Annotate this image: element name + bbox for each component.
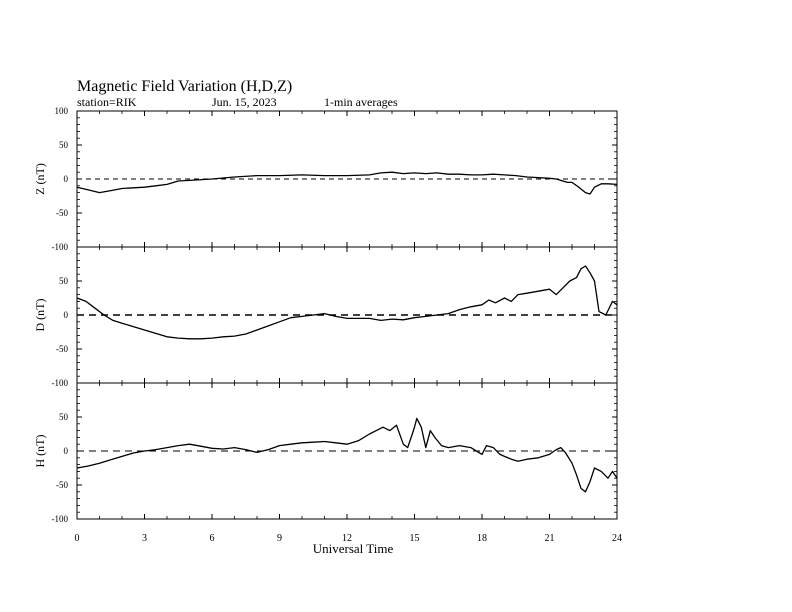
y-tick-label: 100 xyxy=(54,106,68,116)
panel-z xyxy=(33,106,617,252)
y-tick-label: -50 xyxy=(56,344,68,354)
x-tick-label: 12 xyxy=(342,533,352,544)
y-tick-label: 50 xyxy=(59,276,68,286)
y-tick-label: -50 xyxy=(56,208,68,218)
x-tick-label: 9 xyxy=(277,533,282,544)
x-tick-label: 0 xyxy=(74,533,80,544)
y-tick-label: 0 xyxy=(63,446,68,456)
date-label: Jun. 15, 2023 xyxy=(212,95,277,109)
y-tick-label: -50 xyxy=(56,480,68,490)
x-tick-label: 21 xyxy=(544,533,555,544)
y-axis-label: H (nT) xyxy=(33,434,47,468)
x-tick-label: 24 xyxy=(612,533,622,544)
y-tick-label: 0 xyxy=(63,310,68,320)
x-tick-label: 6 xyxy=(209,533,215,544)
y-axis-label: Z (nT) xyxy=(33,163,47,195)
chart-title: Magnetic Field Variation (H,D,Z) xyxy=(77,78,293,95)
series-line-d xyxy=(77,266,617,339)
series-line-z xyxy=(77,172,617,194)
x-tick-label: 15 xyxy=(409,533,420,544)
panels-group xyxy=(33,106,617,524)
y-tick-label: 0 xyxy=(63,174,68,184)
panel-h xyxy=(33,383,617,524)
y-tick-label: 50 xyxy=(59,140,68,150)
y-tick-label: -100 xyxy=(51,242,68,252)
station-label: station=RIK xyxy=(77,95,137,109)
x-axis-label: Universal Time xyxy=(312,541,394,556)
x-tick-label: 18 xyxy=(477,533,487,544)
x-tick-label: 3 xyxy=(142,533,147,544)
y-tick-label: 50 xyxy=(59,412,68,422)
y-axis-label: D (nT) xyxy=(33,298,47,332)
series-line-h xyxy=(77,418,617,491)
averaging-label: 1-min averages xyxy=(324,95,398,109)
y-tick-label: -100 xyxy=(51,378,68,388)
panel-d xyxy=(33,247,617,388)
y-tick-label: -100 xyxy=(51,514,68,524)
